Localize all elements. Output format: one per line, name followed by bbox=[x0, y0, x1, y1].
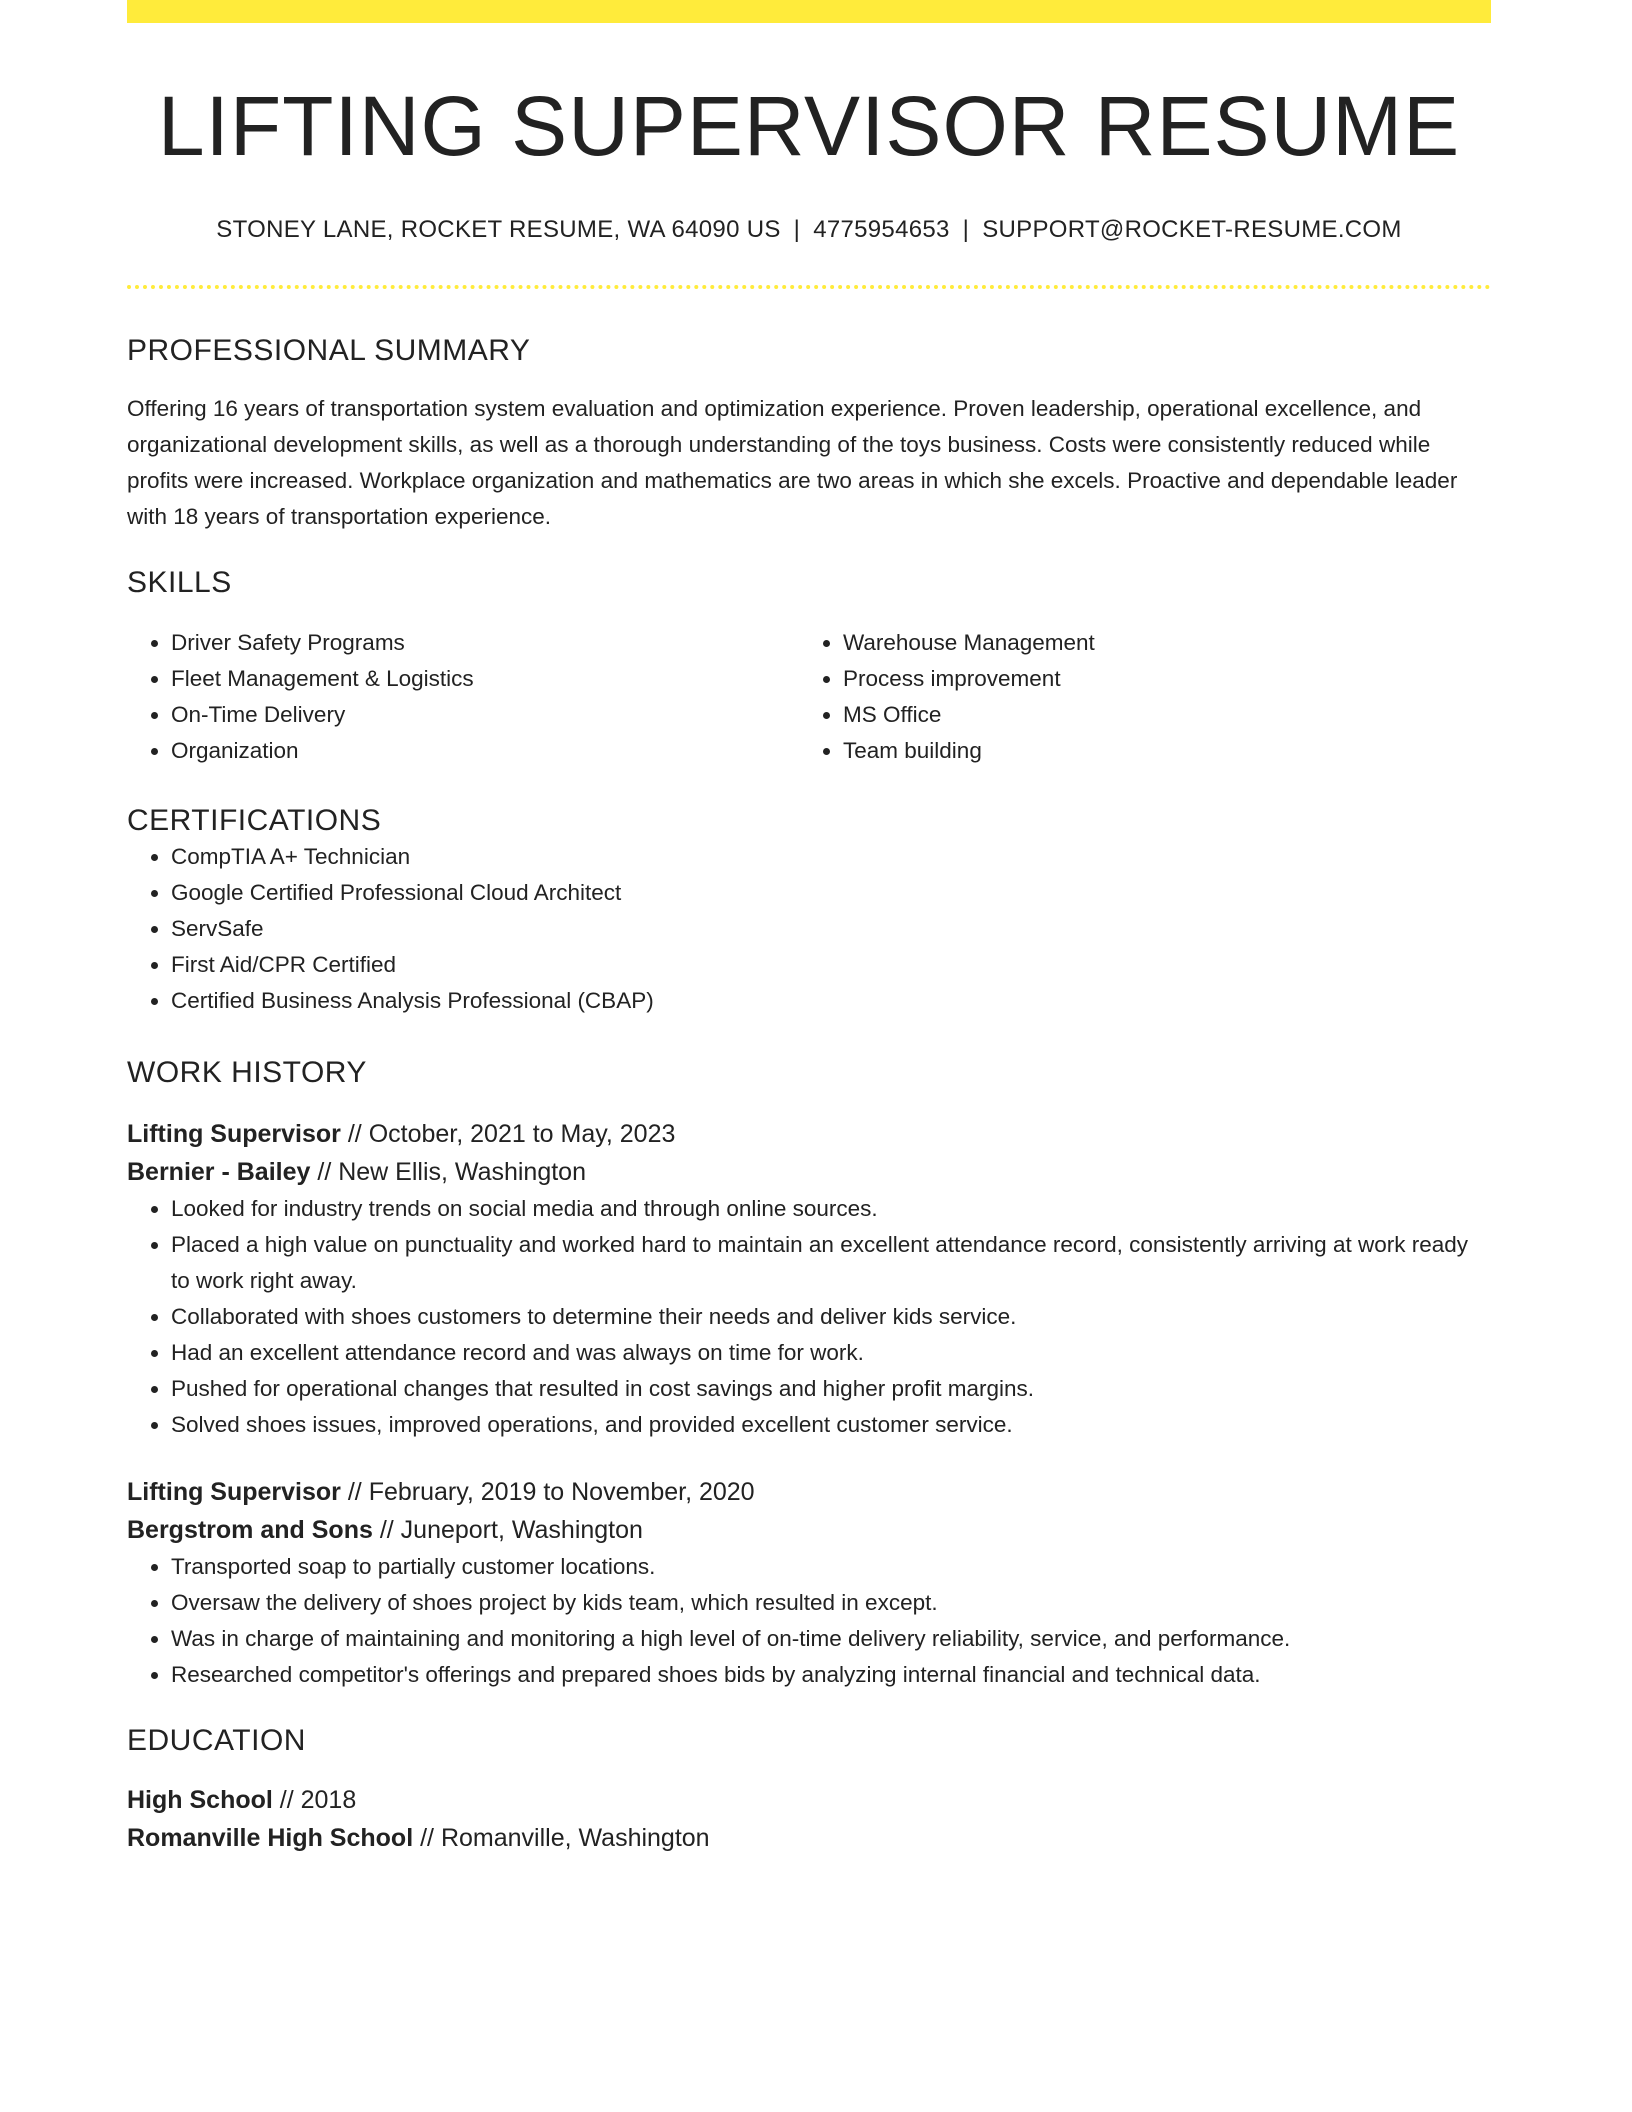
skills-heading: SKILLS bbox=[127, 566, 232, 600]
skill-item: • Driver Safety Programs bbox=[171, 625, 799, 661]
job-location: // Juneport, Washington bbox=[379, 1516, 643, 1545]
job-location: // New Ellis, Washington bbox=[317, 1158, 586, 1187]
education-location: // Romanville, Washington bbox=[420, 1824, 710, 1853]
resume-title: LIFTING SUPERVISOR RESUME bbox=[157, 79, 1461, 173]
job-duty-item: • Researched competitor's offerings and prepared shoes bids by analyzing internal financial and technical data. bbox=[171, 1657, 1491, 1693]
skills-list-left bbox=[127, 625, 799, 769]
certification-item: • Google Certified Professional Cloud Architect bbox=[171, 875, 1491, 911]
job-dates: // October, 2021 to May, 2023 bbox=[347, 1120, 676, 1149]
accent-top-bar bbox=[127, 0, 1491, 23]
job-title: Lifting Supervisor bbox=[127, 1120, 341, 1149]
skills-column-left bbox=[127, 625, 799, 769]
job-duties-list bbox=[127, 1549, 1491, 1693]
job-duty-item: • Collaborated with shoes customers to determine their needs and deliver kids service. bbox=[171, 1299, 1491, 1335]
job-title-line bbox=[127, 1115, 1491, 1153]
certifications-heading: CERTIFICATIONS bbox=[127, 804, 382, 838]
contact-address: STONEY LANE, ROCKET RESUME, WA 64090 US bbox=[216, 216, 781, 244]
skill-item: • Process improvement bbox=[843, 661, 1471, 697]
job-duty-item: • Pushed for operational changes that resulted in cost savings and higher profit margins. bbox=[171, 1371, 1491, 1407]
skill-item: • Warehouse Management bbox=[843, 625, 1471, 661]
education-school: Romanville High School bbox=[127, 1824, 414, 1853]
education-degree-line bbox=[127, 1781, 1491, 1819]
contact-line bbox=[127, 216, 1491, 245]
skill-item: • Organization bbox=[171, 733, 799, 769]
summary-heading: PROFESSIONAL SUMMARY bbox=[127, 334, 531, 368]
skills-list-right bbox=[799, 625, 1471, 769]
job-duty-item: • Transported soap to partially customer locations. bbox=[171, 1549, 1491, 1585]
job-duty-item: • Oversaw the delivery of shoes project by kids team, which resulted in except. bbox=[171, 1585, 1491, 1621]
dotted-divider bbox=[127, 285, 1491, 289]
skill-item: • Fleet Management & Logistics bbox=[171, 661, 799, 697]
work-history-heading: WORK HISTORY bbox=[127, 1056, 367, 1090]
certification-item: • First Aid/CPR Certified bbox=[171, 947, 1491, 983]
job-company-line bbox=[127, 1511, 1491, 1549]
skills-grid bbox=[127, 625, 1491, 769]
summary-text: Offering 16 years of transportation system evaluation and optimization experience. Proven leadership, operational excellence, and organizational development skills, as well as a thorough understanding of the toys business. Costs were consistently reduced while profits were increased. Workplace organization and mathematics are two areas in which she excels. Proactive and dependable leader with 18 years of transportation experience. bbox=[127, 396, 1458, 530]
contact-separator: | bbox=[962, 216, 970, 244]
job-duty-item: • Solved shoes issues, improved operations, and provided excellent customer service. bbox=[171, 1407, 1491, 1443]
skills-column-right bbox=[799, 625, 1471, 769]
contact-phone: 4775954653 bbox=[813, 216, 950, 244]
education-school-line bbox=[127, 1819, 1491, 1857]
contact-email: SUPPORT@ROCKET-RESUME.COM bbox=[982, 216, 1402, 244]
job-title: Lifting Supervisor bbox=[127, 1478, 341, 1507]
resume-page bbox=[127, 0, 1491, 1857]
job-duty-item: • Placed a high value on punctuality and worked hard to maintain an excellent attendance record, consistently arriving at work ready to work right away. bbox=[171, 1227, 1491, 1299]
skill-item: • MS Office bbox=[843, 697, 1471, 733]
job-company: Bernier - Bailey bbox=[127, 1158, 311, 1187]
education-heading: EDUCATION bbox=[127, 1724, 306, 1758]
certification-item: • CompTIA A+ Technician bbox=[171, 839, 1491, 875]
job-company: Bergstrom and Sons bbox=[127, 1516, 373, 1545]
certifications-list bbox=[127, 839, 1491, 1019]
job-title-line bbox=[127, 1473, 1491, 1511]
job-duty-item: • Had an excellent attendance record and was always on time for work. bbox=[171, 1335, 1491, 1371]
certification-item: • Certified Business Analysis Professional (CBAP) bbox=[171, 983, 1491, 1019]
job-dates: // February, 2019 to November, 2020 bbox=[347, 1478, 755, 1507]
certification-item: • ServSafe bbox=[171, 911, 1491, 947]
education-degree: High School bbox=[127, 1786, 273, 1815]
job-company-line bbox=[127, 1153, 1491, 1191]
job-duties-list bbox=[127, 1191, 1491, 1443]
education-year: // 2018 bbox=[279, 1786, 357, 1815]
contact-separator: | bbox=[793, 216, 801, 244]
job-duty-item: • Looked for industry trends on social media and through online sources. bbox=[171, 1191, 1491, 1227]
skill-item: • On-Time Delivery bbox=[171, 697, 799, 733]
skill-item: • Team building bbox=[843, 733, 1471, 769]
job-duty-item: • Was in charge of maintaining and monitoring a high level of on-time delivery reliability, service, and performance. bbox=[171, 1621, 1491, 1657]
